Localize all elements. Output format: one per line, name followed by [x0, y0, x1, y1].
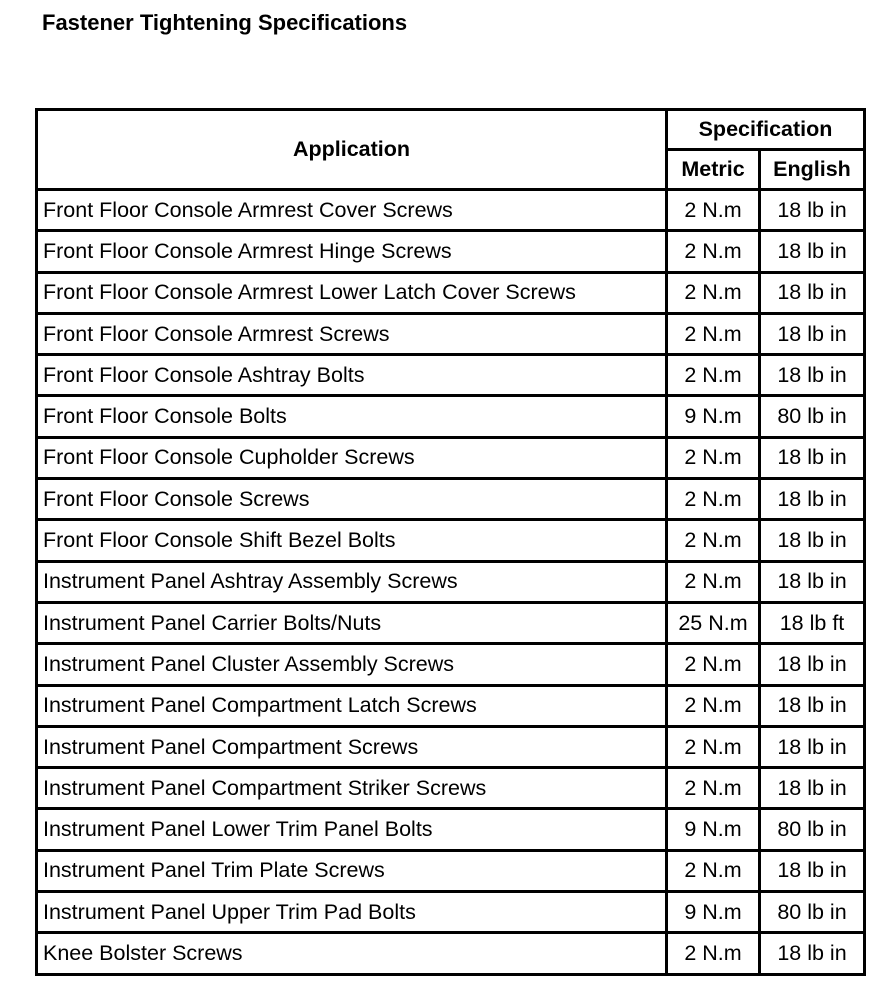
application-cell: Instrument Panel Compartment Screws — [37, 726, 667, 767]
metric-cell: 2 N.m — [667, 479, 760, 520]
table-row — [37, 355, 865, 396]
english-cell: 18 lb in — [760, 561, 865, 602]
metric-cell: 9 N.m — [667, 809, 760, 850]
table-row — [37, 685, 865, 726]
metric-cell: 2 N.m — [667, 768, 760, 809]
metric-cell: 2 N.m — [667, 561, 760, 602]
table-body — [37, 190, 865, 975]
english-cell: 18 lb in — [760, 726, 865, 767]
english-cell: 18 lb in — [760, 190, 865, 231]
table-row — [37, 644, 865, 685]
english-cell: 18 lb in — [760, 685, 865, 726]
english-cell: 18 lb ft — [760, 602, 865, 643]
application-cell: Front Floor Console Armrest Hinge Screws — [37, 231, 667, 272]
header-metric: Metric — [667, 150, 760, 190]
table-row — [37, 850, 865, 891]
metric-cell: 2 N.m — [667, 190, 760, 231]
english-cell: 18 lb in — [760, 313, 865, 354]
page-title: Fastener Tightening Specifications — [42, 10, 408, 35]
table-row — [37, 726, 865, 767]
table-row — [37, 809, 865, 850]
metric-cell: 2 N.m — [667, 685, 760, 726]
table-row — [37, 561, 865, 602]
english-cell: 18 lb in — [760, 272, 865, 313]
table-row — [37, 396, 865, 437]
metric-cell: 2 N.m — [667, 437, 760, 478]
table-row — [37, 313, 865, 354]
application-cell: Front Floor Console Cupholder Screws — [37, 437, 667, 478]
english-cell: 18 lb in — [760, 850, 865, 891]
application-cell: Instrument Panel Compartment Latch Screws — [37, 685, 667, 726]
application-cell: Front Floor Console Armrest Screws — [37, 313, 667, 354]
fastener-spec-table — [35, 108, 866, 976]
application-cell: Instrument Panel Upper Trim Pad Bolts — [37, 892, 667, 933]
table-row — [37, 437, 865, 478]
application-cell: Front Floor Console Armrest Cover Screws — [37, 190, 667, 231]
application-cell: Front Floor Console Bolts — [37, 396, 667, 437]
table-row — [37, 768, 865, 809]
metric-cell: 2 N.m — [667, 933, 760, 974]
metric-cell: 2 N.m — [667, 272, 760, 313]
english-cell: 18 lb in — [760, 644, 865, 685]
metric-cell: 2 N.m — [667, 355, 760, 396]
application-cell: Instrument Panel Lower Trim Panel Bolts — [37, 809, 667, 850]
table-row — [37, 892, 865, 933]
metric-cell: 9 N.m — [667, 892, 760, 933]
english-cell: 80 lb in — [760, 892, 865, 933]
header-specification: Specification — [667, 110, 865, 150]
application-cell: Front Floor Console Ashtray Bolts — [37, 355, 667, 396]
metric-cell: 2 N.m — [667, 231, 760, 272]
header-application: Application — [37, 110, 667, 190]
english-cell: 18 lb in — [760, 231, 865, 272]
metric-cell: 9 N.m — [667, 396, 760, 437]
metric-cell: 2 N.m — [667, 520, 760, 561]
application-cell: Instrument Panel Cluster Assembly Screws — [37, 644, 667, 685]
english-cell: 18 lb in — [760, 520, 865, 561]
english-cell: 80 lb in — [760, 809, 865, 850]
table-row — [37, 231, 865, 272]
metric-cell: 2 N.m — [667, 313, 760, 354]
header-row — [37, 110, 865, 150]
table-row — [37, 272, 865, 313]
table-row — [37, 602, 865, 643]
english-cell: 18 lb in — [760, 768, 865, 809]
application-cell: Instrument Panel Trim Plate Screws — [37, 850, 667, 891]
metric-cell: 2 N.m — [667, 850, 760, 891]
application-cell: Front Floor Console Screws — [37, 479, 667, 520]
metric-cell: 2 N.m — [667, 644, 760, 685]
english-cell: 18 lb in — [760, 437, 865, 478]
english-cell: 80 lb in — [760, 396, 865, 437]
english-cell: 18 lb in — [760, 933, 865, 974]
application-cell: Knee Bolster Screws — [37, 933, 667, 974]
table-row — [37, 933, 865, 974]
application-cell: Instrument Panel Ashtray Assembly Screws — [37, 561, 667, 602]
english-cell: 18 lb in — [760, 355, 865, 396]
table-row — [37, 190, 865, 231]
header-english: English — [760, 150, 865, 190]
table-row — [37, 479, 865, 520]
application-cell: Front Floor Console Armrest Lower Latch Cover Screws — [37, 272, 667, 313]
english-cell: 18 lb in — [760, 479, 865, 520]
metric-cell: 2 N.m — [667, 726, 760, 767]
metric-cell: 25 N.m — [667, 602, 760, 643]
table-row — [37, 520, 865, 561]
application-cell: Front Floor Console Shift Bezel Bolts — [37, 520, 667, 561]
application-cell: Instrument Panel Carrier Bolts/Nuts — [37, 602, 667, 643]
application-cell: Instrument Panel Compartment Striker Screws — [37, 768, 667, 809]
